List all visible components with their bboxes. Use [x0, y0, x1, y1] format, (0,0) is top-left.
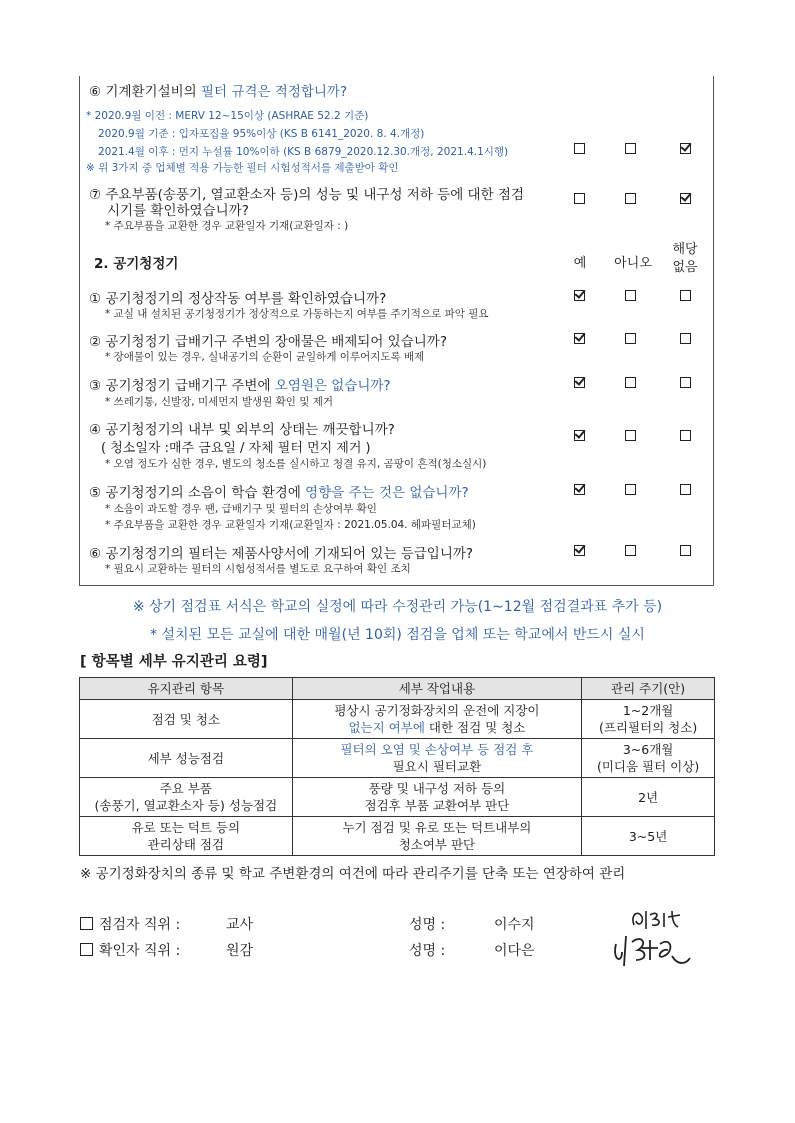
table-row	[80, 739, 715, 778]
filter-note-1: * 2020.9월 이전 : MERV 12~15이상 (ASHRAE 52.2 기준)	[86, 110, 369, 122]
header-work: 세부 작업내용	[292, 678, 582, 700]
work-rest: 대한 점검 및 청소	[424, 720, 526, 735]
work-line: 풍량 및 내구성 저하 등의	[368, 781, 506, 796]
maintenance-table	[79, 677, 715, 856]
question-2-1-sub: * 교실 내 설치된 공기청정기가 정상적으로 가동하는지 여부를 주기적으로 파악 필요	[105, 308, 489, 320]
inspector-checkbox[interactable]	[80, 917, 93, 930]
cycle-detail: (미디움 필터 이상)	[596, 759, 700, 774]
confirmer-name: 이다은	[494, 943, 535, 959]
q2-4-no-checkbox[interactable]	[625, 430, 636, 441]
question-1-7-sub: * 주요부품을 교환한 경우 교환일자 기재(교환일자 : )	[105, 220, 349, 232]
q2-2-no-checkbox[interactable]	[625, 333, 636, 344]
question-2-5-sub-1: * 소음이 과도할 경우 팬, 급배기구 및 필터의 손상여부 확인	[105, 503, 377, 515]
item-text: 세부 성능점검	[147, 750, 225, 766]
q2-1-na-checkbox[interactable]	[680, 290, 691, 301]
maintenance-footnote: ※ 공기정화장치의 종류 및 학교 주변환경의 여건에 따라 관리주기를 단축 또는 연장하여 관리	[80, 866, 626, 882]
work-cell	[292, 739, 582, 778]
work-line: 평상시 공기정화장치의 운전에 지장이	[334, 703, 540, 718]
question-2-6-sub: * 필요시 교환하는 필터의 시험성적서를 별도로 요구하여 확인 조치	[105, 563, 411, 575]
item-text: (송풍기, 열교환소자 등) 성능점검	[94, 798, 278, 813]
col-yes-header: 예	[573, 256, 587, 271]
question-text: 공기청정기 급배기구 주변에	[105, 378, 275, 394]
question-text-highlight: 필터 규격은 적정합니까?	[200, 84, 348, 100]
question-text: 공기청정기의 정상작동 여부를 확인하였습니까?	[105, 291, 387, 307]
cycle-text: 3~5년	[628, 828, 668, 844]
q1-6-no-checkbox[interactable]	[625, 143, 636, 154]
question-text-highlight: 오염원은 없습니까?	[274, 378, 391, 394]
work-line: 누기 점검 및 유로 또는 덕트내부의	[342, 820, 532, 835]
cycle-text: 2년	[638, 789, 659, 805]
cycle-text: 3~6개월	[622, 742, 674, 757]
confirmer-name-label: 성명 :	[409, 943, 446, 959]
confirmer-signature	[612, 930, 692, 972]
item-text: 점검 및 청소	[151, 711, 220, 727]
inspector-title: 교사	[226, 917, 254, 933]
item-text: 주요 부품	[159, 781, 212, 796]
filter-note-4: ※ 위 3가지 중 업체별 적용 가능한 필터 시험성적서를 제출받아 확인	[86, 162, 399, 174]
work-cell	[292, 778, 582, 817]
q2-5-yes-checkbox[interactable]	[574, 484, 585, 495]
table-row	[80, 700, 715, 739]
question-num: ⑤	[89, 485, 102, 501]
inspector-row	[80, 914, 180, 934]
item-cell	[80, 817, 293, 856]
confirmer-label: 확인자 직위 :	[99, 943, 181, 959]
q1-6-yes-checkbox[interactable]	[574, 143, 585, 154]
question-num: ③	[89, 378, 102, 394]
cycle-cell	[582, 778, 715, 817]
question-text: 공기청정기의 필터는 제품사양서에 기재되어 있는 등급입니까?	[105, 546, 474, 562]
col-no-header: 아니오	[614, 256, 652, 271]
question-2-3-sub: * 쓰레기통, 신발장, 미세먼지 발생원 확인 및 제거	[105, 396, 334, 408]
filter-note-2: 2020.9월 기준 : 입자포집율 95%이상 (KS B 6141_2020. 8. 4.개정)	[98, 128, 425, 140]
confirmer-checkbox[interactable]	[80, 943, 93, 956]
work-line: 점검후 부품 교환여부 판단	[364, 798, 510, 813]
question-text: 기계환기설비의	[105, 84, 201, 100]
inspector-name: 이수지	[494, 917, 535, 933]
q2-6-yes-checkbox[interactable]	[574, 545, 585, 556]
header-item: 유지관리 항목	[80, 678, 293, 700]
question-text-highlight: 영향을 주는 것은 없습니까?	[305, 485, 469, 501]
work-cell	[292, 817, 582, 856]
monthly-inspection-note: * 설치된 모든 교실에 대한 매월(년 10회) 점검을 업체 또는 학교에서 반드시 실시	[150, 627, 645, 643]
q2-3-na-checkbox[interactable]	[680, 377, 691, 388]
item-cell	[80, 778, 293, 817]
question-text: 공기청정기의 내부 및 외부의 상태는 깨끗합니까?	[105, 422, 395, 438]
cycle-cell	[582, 700, 715, 739]
question-2-6	[89, 542, 473, 562]
work-line	[295, 719, 580, 736]
maintenance-heading: [ 항목별 세부 유지관리 요령]	[80, 654, 268, 670]
table-row	[80, 778, 715, 817]
question-2-2	[89, 330, 447, 350]
work-line: 필요시 필터교환	[392, 759, 482, 774]
q1-7-na-checkbox[interactable]	[680, 193, 691, 204]
q2-1-yes-checkbox[interactable]	[574, 290, 585, 301]
filter-note-3: 2021.4월 이후 : 먼지 누설률 10%이하 (KS B 6879_2020.12.30.개정, 2021.4.1시행)	[98, 146, 509, 158]
question-num: ④	[89, 422, 102, 438]
question-num: ⑥	[89, 546, 102, 562]
question-text: 공기청정기의 소음이 학습 환경에	[105, 485, 306, 501]
question-2-4-cleaning-date: ( 청소일자 :매주 금요일 / 자체 필터 먼지 제거 )	[101, 441, 371, 456]
question-2-3	[89, 374, 391, 394]
work-highlight: 없는지 여부에	[348, 720, 425, 735]
question-1-6	[89, 80, 347, 100]
q2-2-na-checkbox[interactable]	[680, 333, 691, 344]
question-2-4-sub: * 오염 정도가 심한 경우, 별도의 청소를 실시하고 청결 유지, 곰팡이 흔적(청소실시)	[105, 458, 487, 470]
q2-5-no-checkbox[interactable]	[625, 484, 636, 495]
question-num: ①	[89, 291, 102, 307]
confirmer-title: 원감	[226, 943, 254, 959]
q1-7-no-checkbox[interactable]	[625, 193, 636, 204]
section-2-title: 2. 공기청정기	[94, 256, 179, 272]
q2-3-no-checkbox[interactable]	[625, 377, 636, 388]
q2-4-na-checkbox[interactable]	[680, 430, 691, 441]
question-2-1	[89, 287, 386, 307]
question-num: ⑥	[89, 84, 102, 100]
question-num: ②	[89, 334, 102, 350]
item-cell	[80, 739, 293, 778]
item-cell	[80, 700, 293, 739]
work-line: 청소여부 판단	[398, 837, 476, 852]
question-text: 공기청정기 급배기구 주변의 장애물은 배제되어 있습니까?	[105, 334, 448, 350]
work-cell	[292, 700, 582, 739]
q2-3-yes-checkbox[interactable]	[574, 377, 585, 388]
cycle-cell	[582, 817, 715, 856]
header-cycle: 관리 주기(안)	[582, 678, 715, 700]
q2-6-no-checkbox[interactable]	[625, 545, 636, 556]
inspector-label: 점검자 직위 :	[99, 917, 181, 933]
question-2-5	[89, 481, 469, 501]
question-2-4	[89, 418, 395, 438]
question-text: 주요부품(송풍기, 열교환소자 등)의 성능 및 내구성 저하 등에 대한 점검	[105, 187, 524, 203]
work-highlight: 필터의 오염 및 손상여부 등 점검 후	[340, 742, 534, 757]
col-na-header	[665, 241, 705, 277]
inspector-name-label: 성명 :	[409, 917, 446, 933]
item-text: 유로 또는 덕트 등의	[131, 820, 241, 835]
question-num: ⑦	[89, 187, 102, 203]
q1-6-na-checkbox[interactable]	[680, 143, 691, 154]
question-2-2-sub: * 장애물이 있는 경우, 실내공기의 순환이 균일하게 이루어지도록 배제	[105, 351, 425, 363]
question-1-7-line2: 시기를 확인하였습니까?	[107, 203, 249, 219]
q2-4-yes-checkbox[interactable]	[574, 430, 585, 441]
q2-5-na-checkbox[interactable]	[680, 484, 691, 495]
col-na-line1: 해당	[672, 242, 698, 257]
cycle-cell	[582, 739, 715, 778]
question-2-5-sub-2: * 주요부품을 교환한 경우 교환일자 기재(교환일자 : 2021.05.04. 헤파필터교체)	[105, 519, 476, 531]
confirmer-row	[80, 940, 180, 960]
table-row	[80, 817, 715, 856]
form-edit-note: ※ 상기 점검표 서식은 학교의 실정에 따라 수정관리 가능(1∼12월 점검결과표 추가 등)	[132, 599, 663, 615]
col-na-line2: 없음	[672, 260, 698, 275]
cycle-text: 1~2개월	[622, 703, 674, 718]
table-header-row	[80, 678, 715, 700]
cycle-detail: (프리필터의 청소)	[598, 720, 698, 735]
q2-6-na-checkbox[interactable]	[680, 545, 691, 556]
q2-1-no-checkbox[interactable]	[625, 290, 636, 301]
item-text: 관리상태 점검	[147, 837, 225, 852]
q2-2-yes-checkbox[interactable]	[574, 333, 585, 344]
q1-7-yes-checkbox[interactable]	[574, 193, 585, 204]
